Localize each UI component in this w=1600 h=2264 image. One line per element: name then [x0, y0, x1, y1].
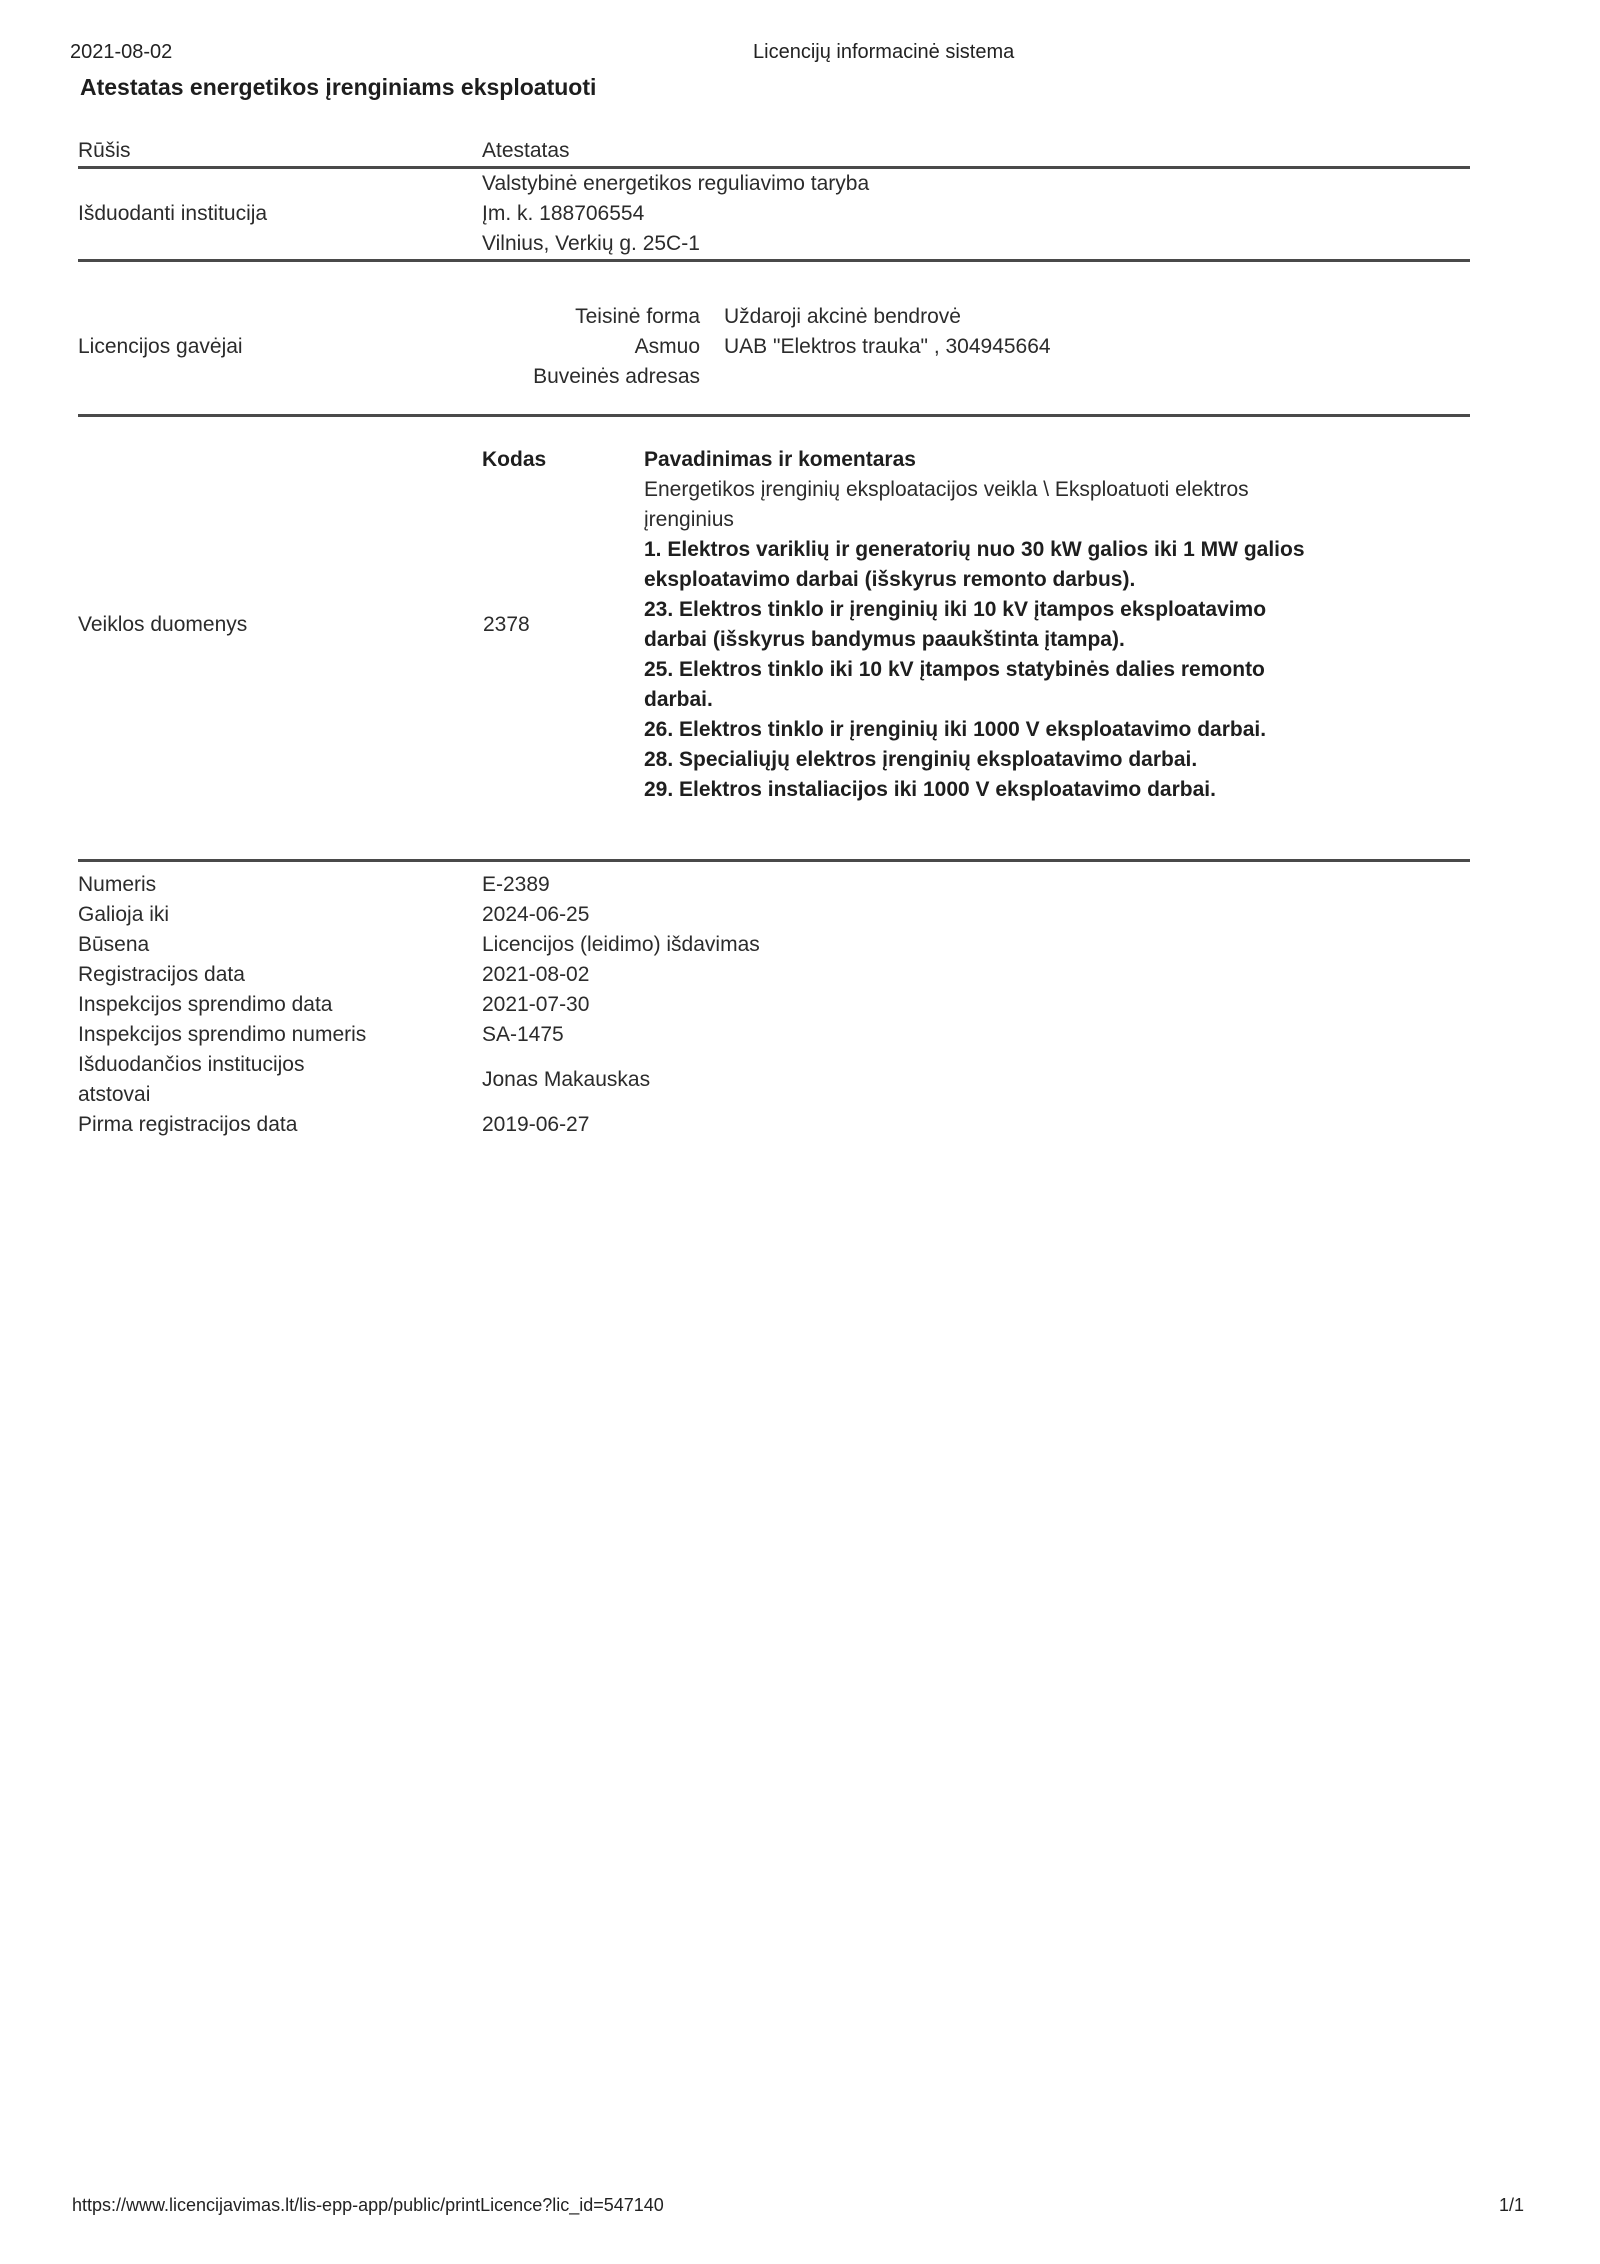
field-label: Inspekcijos sprendimo numeris [78, 1023, 367, 1046]
veikla-line: darbai (išskyrus bandymus paaukštinta įtampa). [644, 628, 1125, 651]
row-isduodancios-institucijos-atstovai [78, 1050, 1470, 1110]
field-value: 2021-08-02 [482, 963, 590, 986]
sublabel-buveines-adresas: Buveinės adresas [533, 365, 700, 388]
row-pirma-registracijos-data [78, 1110, 1470, 1140]
veikla-line: darbai. [644, 688, 713, 711]
row-galioja-iki [78, 900, 1470, 930]
veikla-line: 25. Elektros tinklo iki 10 kV įtampos statybinės dalies remonto [644, 658, 1265, 681]
veikla-item [644, 535, 1470, 595]
field-label-line: atstovai [78, 1083, 151, 1106]
field-value-institucija [482, 169, 1470, 259]
gavejai-subtable [482, 302, 1470, 392]
field-value-rusis: Atestatas [482, 139, 570, 162]
field-label: Registracijos data [78, 963, 245, 986]
veikla-item [644, 595, 1470, 655]
field-value: E-2389 [482, 873, 550, 896]
field-value: Jonas Makauskas [482, 1068, 651, 1091]
institucija-line: Įm. k. 188706554 [482, 202, 645, 225]
print-footer [72, 2194, 1524, 2216]
sublabel-asmuo: Asmuo [634, 335, 700, 358]
row-busena [78, 930, 1470, 960]
veikla-line: Energetikos įrenginių eksploatacijos veikla \ Eksploatuoti elektros [644, 478, 1249, 501]
details-section [78, 862, 1470, 1140]
institucija-line: Vilnius, Verkių g. 25C-1 [482, 232, 700, 255]
license-document [78, 134, 1470, 1140]
field-label-gavejai: Licencijos gavėjai [78, 335, 243, 358]
veikla-line: 1. Elektros variklių ir generatorių nuo 30 kW galios iki 1 MW galios [644, 538, 1305, 561]
field-value: 2021-07-30 [482, 993, 590, 1016]
row-licencijos-gavejai [78, 262, 1470, 417]
field-value-gavejai [482, 302, 1470, 392]
field-label-institucija: Išduodanti institucija [78, 202, 268, 225]
field-label: Galioja iki [78, 903, 170, 926]
kodas-header: Kodas [482, 448, 547, 471]
kodas-column [482, 445, 644, 805]
field-label: Numeris [78, 873, 157, 896]
veikla-item [644, 715, 1470, 745]
document-title: Atestatas energetikos įrenginiams eksploatuoti [80, 74, 597, 100]
field-value: SA-1475 [482, 1023, 564, 1046]
row-numeris [78, 870, 1470, 900]
veikla-item [644, 745, 1470, 775]
sublabel-teisine-forma: Teisinė forma [575, 305, 700, 328]
pavadinimas-column [644, 445, 1470, 805]
subvalue-teisine-forma: Uždaroji akcinė bendrovė [724, 305, 961, 328]
row-rusis [78, 134, 1470, 169]
veikla-item [644, 775, 1470, 805]
veikla-line: 28. Specialiųjų elektros įrenginių eksploatavimo darbai. [644, 748, 1198, 771]
veikla-line: 26. Elektros tinklo ir įrenginių iki 1000 V eksploatavimo darbai. [644, 718, 1267, 741]
row-isduodanti-institucija [78, 169, 1470, 262]
veikla-line: eksploatavimo darbai (išskyrus remonto darbus). [644, 568, 1136, 591]
institucija-line: Valstybinė energetikos reguliavimo taryba [482, 172, 870, 195]
field-label: Pirma registracijos data [78, 1113, 298, 1136]
field-label: Inspekcijos sprendimo data [78, 993, 333, 1016]
kodas-value: 2378 [483, 613, 530, 636]
veikla-line: įrenginius [644, 508, 734, 531]
field-value: Licencijos (leidimo) išdavimas [482, 933, 760, 956]
row-registracijos-data [78, 960, 1470, 990]
row-inspekcijos-sprendimo-numeris [78, 1020, 1470, 1050]
row-inspekcijos-sprendimo-data [78, 990, 1470, 1020]
veikla-item [644, 655, 1470, 715]
field-label-line: Išduodančios institucijos [78, 1053, 305, 1076]
veikla-item [644, 475, 1470, 535]
field-label [78, 1050, 482, 1110]
field-value: 2024-06-25 [482, 903, 590, 926]
print-header-date: 2021-08-02 [70, 41, 173, 63]
veikla-line: 23. Elektros tinklo ir įrenginių iki 10 kV įtampos eksploatavimo [644, 598, 1267, 621]
field-label: Būsena [78, 933, 150, 956]
veikla-line: 29. Elektros instaliacijos iki 1000 V eksploatavimo darbai. [644, 778, 1216, 801]
field-value: 2019-06-27 [482, 1113, 590, 1136]
field-label-rusis: Rūšis [78, 139, 131, 162]
subvalue-asmuo: UAB "Elektros trauka" , 304945664 [724, 335, 1051, 358]
subvalue-buveines-adresas [724, 362, 1470, 392]
field-label-veikla: Veiklos duomenys [78, 613, 248, 636]
row-veiklos-duomenys [78, 417, 1470, 862]
pavadinimas-header: Pavadinimas ir komentaras [644, 448, 916, 471]
print-footer-url: https://www.licencijavimas.lt/lis-epp-app/public/printLicence?lic_id=547140 [72, 2195, 664, 2215]
system-name: Licencijų informacinė sistema [753, 41, 1015, 63]
page-indicator: 1/1 [1498, 2195, 1524, 2215]
